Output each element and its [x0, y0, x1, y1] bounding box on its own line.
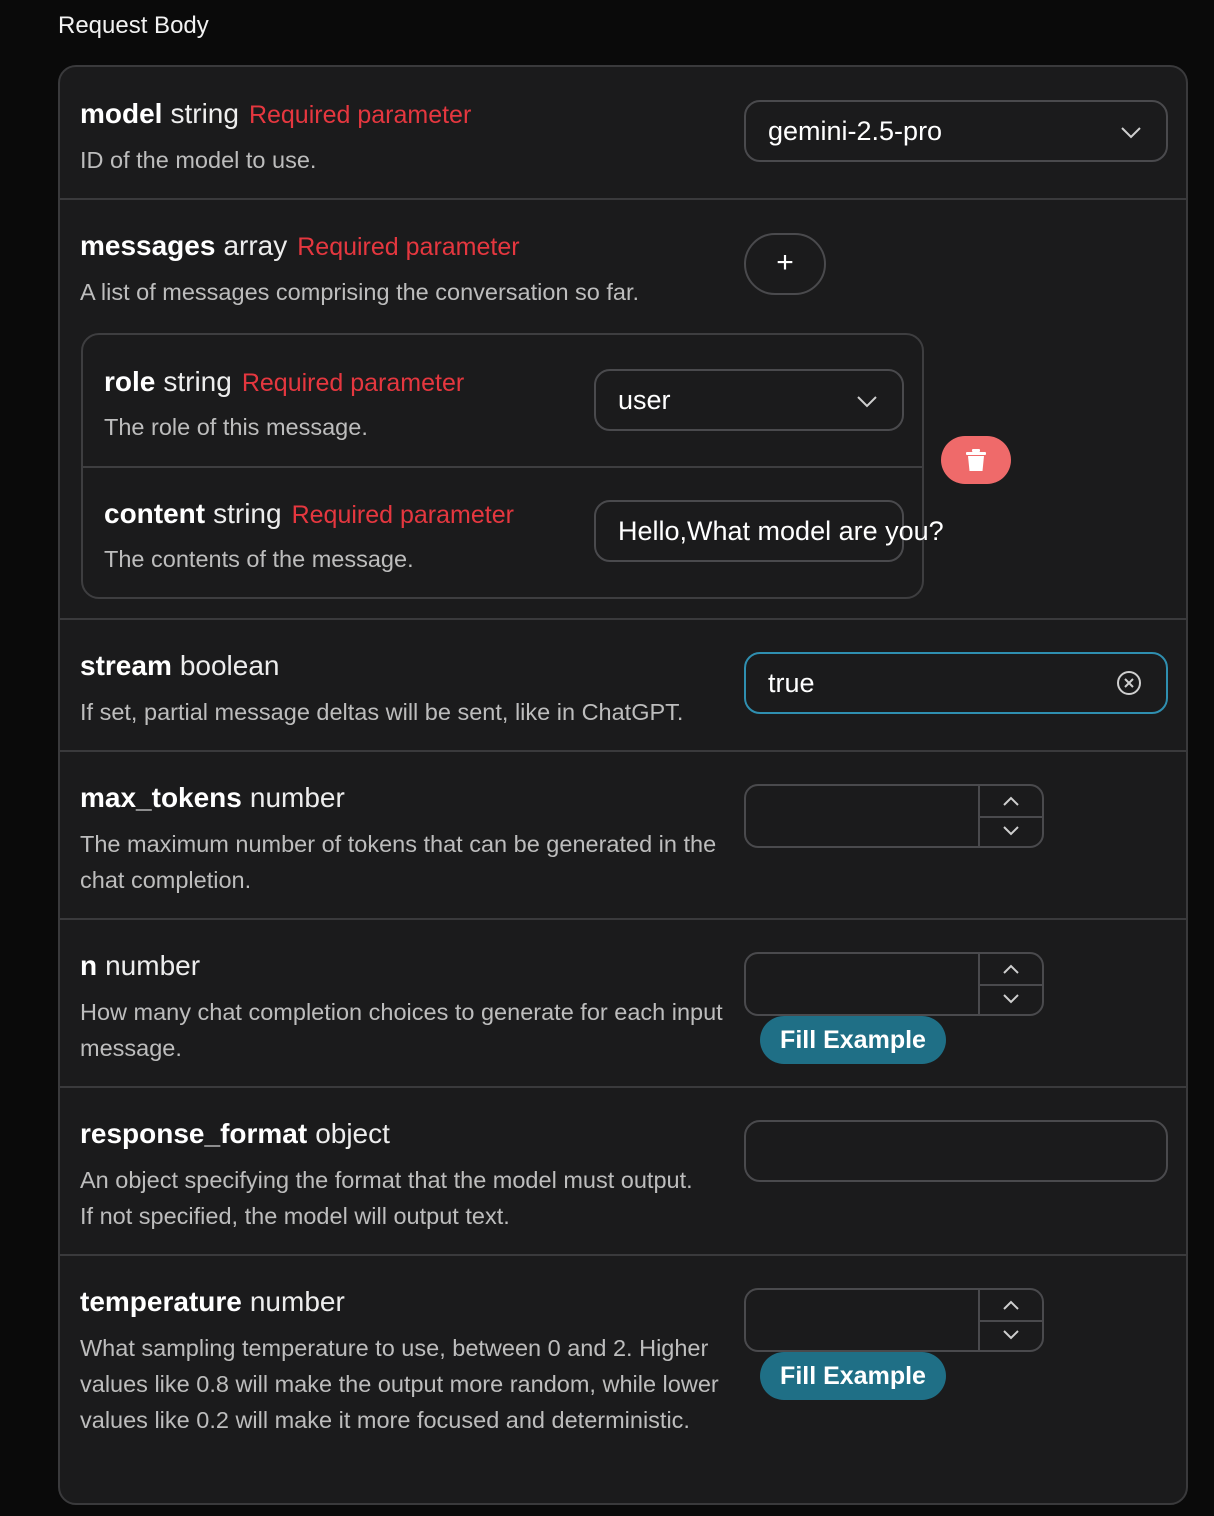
chevron-down-icon: [856, 391, 878, 411]
param-type: string: [163, 366, 232, 397]
param-name: temperature: [80, 1286, 242, 1317]
param-description: What sampling temperature to use, between 0 and 2. Higher values like 0.8 will make the output more random, while lower values like 0.2 will make it more focused and deterministic.: [80, 1335, 719, 1433]
spinner: [978, 786, 1042, 846]
select-value: user: [618, 385, 671, 415]
clear-circle-icon[interactable]: [1116, 670, 1142, 696]
increment-button[interactable]: [980, 1290, 1042, 1322]
required-label: Required parameter: [241, 369, 465, 397]
stream-select[interactable]: [744, 652, 1168, 714]
param-name: content: [104, 498, 206, 529]
param-header: [104, 365, 464, 400]
max-tokens-input[interactable]: [744, 784, 1044, 848]
chevron-down-icon: [1120, 122, 1142, 142]
spinner: [978, 954, 1042, 1014]
decrement-button[interactable]: [980, 816, 1042, 846]
param-header: [80, 649, 280, 683]
param-row-messages: [60, 200, 1186, 620]
param-row-response-format: [60, 1088, 1186, 1256]
param-row-temperature: [60, 1256, 1186, 1516]
response-format-input[interactable]: [744, 1120, 1168, 1182]
temperature-input[interactable]: [744, 1288, 1044, 1352]
param-row-model: [60, 67, 1186, 200]
param-type: object: [315, 1118, 390, 1149]
param-header: [104, 497, 514, 532]
param-description: ID of the model to use.: [80, 147, 317, 173]
role-select[interactable]: [594, 369, 904, 431]
chevron-up-icon: [1003, 796, 1019, 806]
param-header: [80, 229, 520, 264]
increment-button[interactable]: [980, 786, 1042, 818]
required-label: Required parameter: [297, 233, 520, 261]
param-header: [80, 781, 345, 815]
n-input[interactable]: [744, 952, 1044, 1016]
param-description: If set, partial message deltas will be sent, like in ChatGPT.: [80, 699, 684, 725]
param-description: How many chat completion choices to generate for each input message.: [80, 999, 723, 1061]
number-field[interactable]: [746, 954, 978, 1014]
input-value: Hello,What model are you?: [618, 516, 944, 546]
param-description: The role of this message.: [104, 414, 368, 440]
chevron-down-icon: [1003, 994, 1019, 1004]
param-type: number: [249, 782, 345, 813]
param-name: n: [80, 950, 98, 981]
param-type: array: [223, 230, 288, 261]
param-description: The contents of the message.: [104, 546, 414, 572]
number-field[interactable]: [746, 786, 978, 846]
param-header: [80, 1285, 345, 1319]
param-row-n: [60, 920, 1186, 1088]
number-field[interactable]: [746, 1290, 978, 1350]
param-description: An object specifying the format that the model must output. If not specified, the model will output text.: [80, 1167, 693, 1229]
param-type: string: [170, 98, 239, 129]
message-item-card: [81, 333, 944, 599]
decrement-button[interactable]: [980, 1320, 1042, 1350]
add-message-button[interactable]: +: [744, 233, 826, 295]
param-header: [80, 97, 471, 132]
delete-message-button[interactable]: [941, 436, 1011, 484]
param-type: number: [249, 1286, 345, 1317]
fill-example-button[interactable]: Fill Example: [760, 1352, 946, 1400]
param-name: messages: [80, 230, 216, 261]
select-value: true: [768, 668, 815, 698]
increment-button[interactable]: [980, 954, 1042, 986]
request-body-title: Request Body: [58, 12, 209, 39]
chevron-down-icon: [1003, 1330, 1019, 1340]
param-type: boolean: [179, 650, 280, 681]
request-body-card: [58, 65, 1188, 1505]
chevron-up-icon: [1003, 1300, 1019, 1310]
param-name: role: [104, 366, 156, 397]
param-type: string: [213, 498, 282, 529]
param-header: [80, 949, 200, 983]
content-input[interactable]: [594, 500, 944, 562]
required-label: Required parameter: [248, 101, 472, 129]
trash-icon: [965, 448, 987, 472]
model-select[interactable]: [744, 100, 1168, 162]
param-header: [80, 1117, 390, 1151]
select-value: gemini-2.5-pro: [768, 116, 943, 146]
param-name: stream: [80, 650, 172, 681]
param-row-stream: [60, 620, 1186, 752]
chevron-down-icon: [1003, 826, 1019, 836]
param-description: A list of messages comprising the conversation so far.: [80, 279, 640, 305]
chevron-up-icon: [1003, 964, 1019, 974]
param-name: response_format: [80, 1118, 308, 1149]
required-label: Required parameter: [291, 501, 514, 529]
param-row-max-tokens: [60, 752, 1186, 920]
param-name: model: [80, 98, 163, 129]
param-name: max_tokens: [80, 782, 242, 813]
spinner: [978, 1290, 1042, 1350]
param-description: The maximum number of tokens that can be generated in the chat completion.: [80, 831, 717, 893]
fill-example-button[interactable]: Fill Example: [760, 1016, 946, 1064]
decrement-button[interactable]: [980, 984, 1042, 1014]
param-type: number: [105, 950, 201, 981]
divider: [83, 466, 922, 468]
